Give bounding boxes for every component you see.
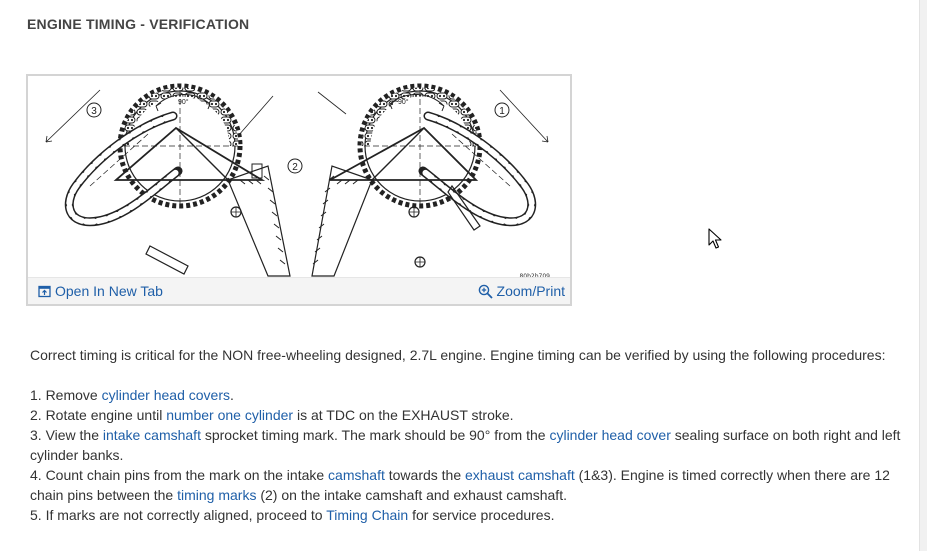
- callout-1: [495, 103, 509, 117]
- open-in-new-tab-link[interactable]: [38, 283, 163, 299]
- step-text: 1. Remove: [30, 387, 102, 403]
- right-bank-drawing: [312, 86, 548, 276]
- callout-2: [288, 159, 302, 173]
- step-text: for service procedures.: [408, 507, 555, 523]
- zoom-in-icon: [478, 284, 493, 299]
- svg-text:1: 1: [499, 106, 505, 117]
- step-text: (2) on the intake camshaft and exhaust camshaft.: [256, 487, 567, 503]
- procedure-step: [26, 385, 910, 405]
- step-text: 5. If marks are not correctly aligned, proceed to: [30, 507, 327, 523]
- intro-paragraph: Correct timing is critical for the NON free-wheeling designed, 2.7L engine. Engine timing can be verified by using the following procedures:: [30, 347, 886, 363]
- angle-label-right: 90°: [398, 99, 409, 106]
- svg-text:2: 2: [292, 162, 298, 173]
- zoom-print-link[interactable]: [478, 283, 565, 299]
- engine-timing-diagram: [28, 76, 570, 278]
- step-text: sprocket timing mark. The mark should be 90° from the: [200, 427, 550, 443]
- procedure-content: [26, 345, 910, 525]
- step-text: towards the: [384, 467, 466, 483]
- procedure-link[interactable]: Timing Chain: [326, 507, 409, 523]
- procedure-link[interactable]: cylinder head covers: [101, 387, 230, 403]
- left-bank-drawing: [46, 86, 290, 276]
- step-text: 3. View the: [30, 427, 103, 443]
- procedure-step: [26, 405, 910, 425]
- procedure-link[interactable]: exhaust camshaft: [465, 467, 575, 483]
- open-in-new-tab-label: Open In New Tab: [55, 283, 163, 299]
- procedure-link[interactable]: cylinder head cover: [549, 427, 671, 443]
- procedure-link[interactable]: camshaft: [328, 467, 385, 483]
- timing-diagram-figure: [26, 74, 572, 306]
- mouse-cursor-icon: [708, 228, 722, 250]
- step-text: sealing surface on both right and left cylinder banks.: [30, 427, 901, 463]
- procedure-link[interactable]: intake camshaft: [102, 427, 201, 443]
- page-title: ENGINE TIMING - VERIFICATION: [27, 16, 250, 32]
- step-text: .: [230, 387, 234, 403]
- zoom-print-label: Zoom/Print: [496, 283, 565, 299]
- procedure-link[interactable]: number one cylinder: [166, 407, 294, 423]
- step-text: (1&3). Engine is timed correctly when there are 12 chain pins between the: [30, 467, 890, 503]
- procedure-link[interactable]: timing marks: [177, 487, 257, 503]
- angle-label-left: 90°: [178, 99, 189, 106]
- figure-toolbar: [28, 277, 570, 304]
- open-in-new-tab-icon: [38, 285, 51, 298]
- callout-3: [87, 103, 101, 117]
- procedure-steps: [26, 385, 910, 525]
- procedure-step: [26, 505, 910, 525]
- step-text: is at TDC on the EXHAUST stroke.: [293, 407, 514, 423]
- step-text: 4. Count chain pins from the mark on the intake: [30, 467, 329, 483]
- procedure-step: [26, 465, 910, 505]
- page-scrollbar[interactable]: [919, 0, 927, 551]
- svg-text:3: 3: [91, 106, 97, 117]
- step-text: 2. Rotate engine until: [30, 407, 167, 423]
- procedure-step: [26, 425, 910, 465]
